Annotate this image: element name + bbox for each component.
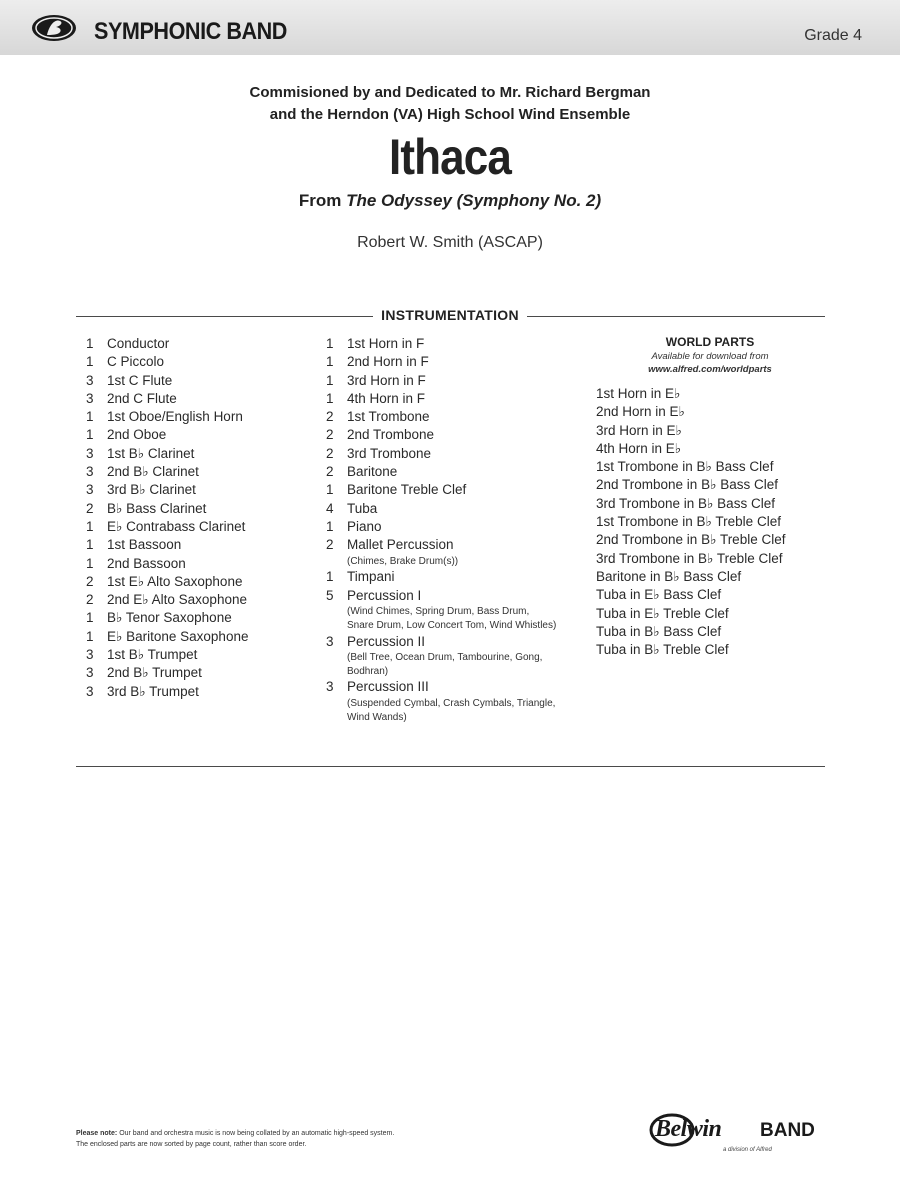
instrument-name: 1st B♭ Clarinet xyxy=(107,445,195,461)
instrument-quantity: 1 xyxy=(86,555,94,571)
world-part-item: 4th Horn in E♭ xyxy=(596,440,682,456)
publisher-division: a division of Alfred xyxy=(723,1147,772,1153)
instrument-quantity: 1 xyxy=(326,518,334,534)
instrument-row xyxy=(86,646,306,664)
instrument-quantity: 3 xyxy=(86,372,94,388)
instrument-row xyxy=(86,555,306,573)
instrument-quantity: 1 xyxy=(326,336,334,351)
instrument-quantity: 1 xyxy=(86,610,94,626)
instrument-name: 1st B♭ Trumpet xyxy=(107,647,198,663)
instrument-name: C Piccolo xyxy=(107,354,165,370)
series-title: SYMPHONIC BAND xyxy=(94,18,287,45)
instrument-row xyxy=(326,536,576,554)
world-part-item: 2nd Trombone in B♭ Treble Clef xyxy=(596,532,786,548)
instrument-note: (Suspended Cymbal, Crash Cymbals, Triangle, Wind Wands) xyxy=(347,697,556,723)
instrument-quantity: 3 xyxy=(86,390,94,406)
instrument-quantity: 1 xyxy=(86,336,94,351)
world-part-item: 1st Horn in E♭ xyxy=(596,386,681,401)
instrument-row xyxy=(86,463,306,481)
collation-note-line-2: The enclosed parts are now sorted by page count, rather than score order. xyxy=(76,1141,307,1148)
world-part-item: 3rd Horn in E♭ xyxy=(596,422,682,438)
instrument-row xyxy=(86,683,306,701)
instrument-name: E♭ Baritone Saxophone xyxy=(107,628,249,644)
collation-note-line-1: Our band and orchestra music is now being collated by an automatic high-speed system. xyxy=(117,1130,395,1137)
world-part-item: 2nd Horn in E♭ xyxy=(596,404,685,420)
instrument-row xyxy=(326,500,576,518)
subtitle-prefix: From xyxy=(298,191,347,210)
instrument-row xyxy=(86,518,306,536)
instrument-name: 1st Trombone xyxy=(347,409,430,425)
instrument-row xyxy=(86,408,306,426)
world-part-item: 1st Trombone in B♭ Treble Clef xyxy=(596,514,781,530)
world-parts-list xyxy=(596,385,785,659)
instrument-name: E♭ Contrabass Clarinet xyxy=(107,518,246,534)
instrument-name: Piano xyxy=(347,518,382,534)
instrument-row xyxy=(86,664,306,682)
instrument-note: (Bell Tree, Ocean Drum, Tambourine, Gong, Bodhran) xyxy=(347,651,543,677)
instrument-name: 2nd C Flute xyxy=(107,390,177,406)
instrument-row xyxy=(86,390,306,408)
instrument-row xyxy=(326,426,576,444)
world-part-item: Tuba in B♭ Bass Clef xyxy=(596,623,722,639)
header-band xyxy=(0,0,900,55)
world-part-item: Tuba in B♭ Treble Clef xyxy=(596,642,729,658)
instrument-row xyxy=(326,481,576,499)
instrument-name: 1st Horn in F xyxy=(347,336,425,351)
dedication-line-2: and the Herndon (VA) High School Wind Ensemble xyxy=(269,106,631,123)
instrument-quantity: 1 xyxy=(86,537,94,553)
instrument-name: 4th Horn in F xyxy=(347,390,426,406)
instrument-name: Percussion III xyxy=(347,679,429,695)
instrument-quantity: 1 xyxy=(326,354,334,370)
instrument-quantity: 2 xyxy=(326,464,334,480)
instrument-row xyxy=(86,573,306,591)
instrumentation-heading-text: INSTRUMENTATION xyxy=(373,307,527,323)
instrument-row xyxy=(86,372,306,390)
world-parts-url: www.alfred.com/worldparts xyxy=(648,364,772,375)
instrument-row xyxy=(326,463,576,481)
instrument-quantity: 1 xyxy=(86,518,94,534)
instrument-name: 2nd E♭ Alto Saxophone xyxy=(107,592,247,608)
instrument-quantity: 3 xyxy=(326,679,334,695)
instrument-name: Mallet Percussion xyxy=(347,537,454,553)
instrument-quantity: 1 xyxy=(326,372,334,388)
instrument-note: (Wind Chimes, Spring Drum, Bass Drum, Snare Drum, Low Concert Tom, Wind Whistles) xyxy=(347,605,557,631)
instrument-quantity: 5 xyxy=(326,587,334,603)
instrument-name: Tuba xyxy=(347,500,378,516)
instrument-row xyxy=(86,609,306,627)
instrument-row xyxy=(86,426,306,444)
instrument-name: Percussion I xyxy=(347,587,422,603)
instrument-quantity: 2 xyxy=(326,445,334,461)
instrument-column-2 xyxy=(326,335,576,724)
grade-label: Grade 4 xyxy=(804,27,862,44)
instrument-quantity: 1 xyxy=(86,427,94,443)
world-part-item: 3rd Trombone in B♭ Treble Clef xyxy=(596,550,783,566)
piece-title: Ithaca xyxy=(389,129,511,185)
instrument-name: 3rd B♭ Clarinet xyxy=(107,482,196,498)
instrument-quantity: 3 xyxy=(86,482,94,498)
world-parts-availability: Available for download from xyxy=(651,351,769,362)
dedication-line-1: Commisioned by and Dedicated to Mr. Richard Bergman xyxy=(249,84,651,101)
instrument-name: 2nd Oboe xyxy=(107,427,167,443)
instrument-row xyxy=(326,353,576,371)
instrument-quantity: 1 xyxy=(86,628,94,644)
publisher-band-label: BAND xyxy=(760,1120,815,1141)
instrument-quantity: 2 xyxy=(86,573,94,589)
instrument-name: 2nd Bassoon xyxy=(107,555,186,571)
instrument-note: (Chimes, Brake Drum(s)) xyxy=(347,555,459,567)
world-part-item: Tuba in E♭ Bass Clef xyxy=(596,587,722,603)
instrument-row xyxy=(86,628,306,646)
instrument-name: 2nd Trombone xyxy=(347,427,435,443)
instrumentation-heading xyxy=(0,307,900,325)
world-part-item: 2nd Trombone in B♭ Bass Clef xyxy=(596,477,778,493)
instrument-name: 2nd Horn in F xyxy=(347,354,429,370)
instrumentation-bottom-rule xyxy=(76,766,825,767)
instrument-name: 3rd Trombone xyxy=(347,445,432,461)
world-part-item: 1st Trombone in B♭ Bass Clef xyxy=(596,459,774,475)
instrument-name: Baritone Treble Clef xyxy=(347,482,467,498)
instrument-quantity: 3 xyxy=(86,647,94,663)
collation-note-lead: Please note: xyxy=(76,1130,118,1137)
subtitle xyxy=(0,191,900,211)
world-part-item: Baritone in B♭ Bass Clef xyxy=(596,568,742,584)
instrument-quantity: 3 xyxy=(86,683,94,699)
instrument-row xyxy=(86,353,306,371)
world-parts-heading: WORLD PARTS xyxy=(665,335,755,349)
instrument-row xyxy=(326,408,576,426)
instrument-row xyxy=(86,500,306,518)
instrument-row xyxy=(86,536,306,554)
instrument-name: 2nd B♭ Clarinet xyxy=(107,464,199,480)
instrument-row xyxy=(326,587,576,605)
instrument-quantity: 3 xyxy=(86,445,94,461)
instrument-quantity: 1 xyxy=(326,569,334,585)
instrument-name: 1st Bassoon xyxy=(107,537,182,553)
instrument-name: Percussion II xyxy=(347,633,426,649)
instrument-quantity: 3 xyxy=(326,633,334,649)
subtitle-work: The Odyssey (Symphony No. 2) xyxy=(346,191,602,210)
instrument-row xyxy=(86,335,306,353)
instrument-name: 3rd B♭ Trumpet xyxy=(107,683,199,699)
instrument-quantity: 4 xyxy=(326,500,334,516)
instrument-quantity: 1 xyxy=(326,482,334,498)
instrument-row xyxy=(326,445,576,463)
instrument-name: Baritone xyxy=(347,464,398,480)
world-part-item: Tuba in E♭ Treble Clef xyxy=(596,605,729,621)
instrument-quantity: 1 xyxy=(86,409,94,425)
instrument-row xyxy=(326,633,576,651)
instrument-quantity: 2 xyxy=(86,592,94,608)
instrument-row xyxy=(326,678,576,696)
publisher-name: Belwin xyxy=(655,1116,722,1142)
instrument-row xyxy=(326,568,576,586)
instrument-column-1 xyxy=(86,335,306,701)
instrument-quantity: 1 xyxy=(86,354,94,370)
instrument-row xyxy=(326,335,576,353)
instrument-quantity: 1 xyxy=(326,390,334,406)
instrument-row xyxy=(326,372,576,390)
instrument-row xyxy=(86,591,306,609)
world-part-item: 3rd Trombone in B♭ Bass Clef xyxy=(596,495,775,511)
instrument-name: 1st C Flute xyxy=(107,372,173,388)
instrument-quantity: 3 xyxy=(86,464,94,480)
collation-note xyxy=(76,1128,556,1150)
instrument-row xyxy=(326,518,576,536)
symphonic-band-logo-icon xyxy=(30,13,78,43)
instrument-name: 1st Oboe/English Horn xyxy=(107,409,243,425)
instrument-name: B♭ Bass Clarinet xyxy=(107,500,207,516)
instrument-quantity: 2 xyxy=(326,427,334,443)
instrument-name: Conductor xyxy=(107,336,170,351)
instrument-name: 3rd Horn in F xyxy=(347,372,426,388)
instrument-name: B♭ Tenor Saxophone xyxy=(107,610,232,626)
instrument-row xyxy=(86,481,306,499)
instrument-name: 1st E♭ Alto Saxophone xyxy=(107,573,243,589)
instrument-row xyxy=(326,390,576,408)
instrument-quantity: 2 xyxy=(326,537,334,553)
instrument-name: Timpani xyxy=(347,569,395,585)
instrument-quantity: 2 xyxy=(326,409,334,425)
instrument-quantity: 2 xyxy=(86,500,94,516)
instrument-row xyxy=(86,445,306,463)
composer: Robert W. Smith (ASCAP) xyxy=(357,234,543,251)
instrument-quantity: 3 xyxy=(86,665,94,681)
instrument-name: 2nd B♭ Trumpet xyxy=(107,665,202,681)
